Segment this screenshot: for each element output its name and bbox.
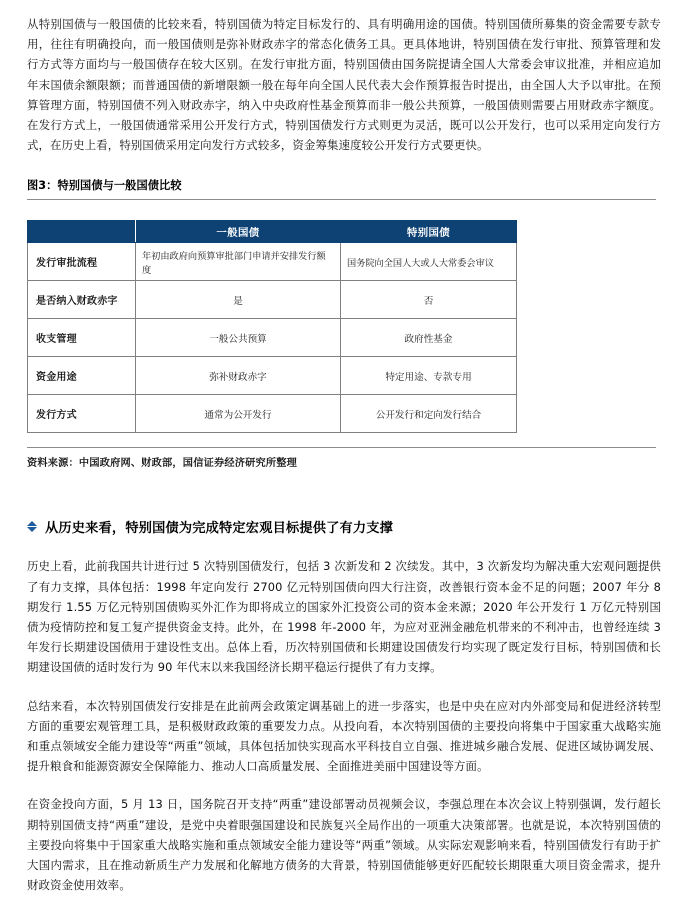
table-row	[28, 243, 517, 281]
figure-caption: 图3：特别国债与一般国债比较	[27, 179, 182, 193]
table-header-corner	[28, 221, 136, 243]
row-label: 收支管理	[28, 319, 136, 357]
row-value-general: 弥补财政赤字	[136, 357, 341, 395]
row-value-general: 一般公共预算	[136, 319, 341, 357]
section-title: 从历史来看，特别国债为完成特定宏观目标提供了有力支撑	[45, 521, 394, 537]
row-label: 发行方式	[28, 395, 136, 433]
intro-paragraph: 从特别国债与一般国债的比较来看，特别国债为特定目标发行的、具有明确用途的国债。特别国债所募集的资金需要专款专用，往往有明确投向，而一般国债则是弥补财政赤字的常态化债务工具。更具体地讲，特别国债在发行审批、预算管理和发行方式等方面均与一般国债存在较大区别。在发行审批方面，特别国债由国务院提请全国人大常委会审议批准，并相应追加年末国债余额限额；而普通国债的新增限额一般在每年向全国人民代表大会作预算报告时提出，由全国人大予以审批。在预算管理方面，特别国债不列入财政赤字，纳入中央政府性基金预算而非一般公共预算，一般国债则需要占用财政赤字额度。在发行方式上，一般国债通常采用公开发行方式，特别国债发行方式则更为灵活，既可以公开发行，也可以采用定向发行方式，在历史上看，特别国债采用定向发行方式较多，资金筹集速度较公开发行方式要更快。	[27, 17, 661, 153]
row-value-special: 特定用途、专款专用	[341, 357, 517, 395]
row-label: 资金用途	[28, 357, 136, 395]
row-value-general: 通常为公开发行	[136, 395, 341, 433]
table-row	[28, 319, 517, 357]
source-divider	[27, 447, 656, 448]
caption-divider	[27, 199, 656, 200]
diamond-bullet-icon	[27, 516, 37, 526]
row-value-general: 是	[136, 281, 341, 319]
section-heading	[27, 517, 661, 536]
table-row	[28, 357, 517, 395]
row-label: 是否纳入财政赤字	[28, 281, 136, 319]
figure-source: 资料来源：中国政府网、财政部，国信证券经济研究所整理	[27, 458, 298, 470]
row-value-special: 公开发行和定向发行结合	[341, 395, 517, 433]
row-value-special: 政府性基金	[341, 319, 517, 357]
section-paragraph-3: 在资金投向方面，5 月 13 日，国务院召开支持“两重”建设部署动员视频会议，李强总理在本次会议上特别强调，发行超长期特别国债支持“两重”建设，是党中央着眼强国建设和民族复兴全局作出的一项重大决策部署。也就是说，本次特别国债的主要投向将集中于国家重大战略实施和重点领域安全能力建设等“两重”领域。从实际宏观影响来看，特别国债发行有助于扩大国内需求，且在推动新质生产力发展和化解地方债务的大背景，特别国债能够更好匹配较长期限重大项目资金需求，提升财政资金使用效率。	[27, 797, 661, 893]
comparison-table	[27, 220, 517, 433]
section-paragraph-1: 历史上看，此前我国共计进行过 5 次特别国债发行，包括 3 次新发和 2 次续发。其中，3 次新发均为解决重大宏观问题提供了有力支撑，具体包括：1998 年定向发行 2700 亿元特别国债向四大行注资，改善银行资本金不足的问题；2007 年分 8 期发行 1.55 万亿元特别国债购买外汇作为即将成立的国家外汇投资公司的资本金来源；2020 年公开发行 1 万亿元特别国债为疫情防控和复工复产提供资金支持。此外，在 1998 年-2000 年，为应对亚洲金融危机带来的不利冲击，也曾经连续 3 年发行长期建设国债用于建设性支出。总体上看，历次特别国债和长期建设国债发行均实现了既定发行目标，特别国债和长期建设国债的适时发行为 90 年代末以来我国经济长期平稳运行提供了有力支撑。	[27, 559, 661, 675]
table-header-general: 一般国债	[136, 221, 341, 243]
table-header-row	[28, 221, 517, 243]
row-label: 发行审批流程	[28, 243, 136, 281]
row-value-special: 国务院向全国人大或人大常委会审议	[341, 243, 517, 281]
table-header-special: 特别国债	[341, 221, 517, 243]
table-row	[28, 281, 517, 319]
row-value-general: 年初由政府向预算审批部门申请并安排发行额度	[136, 243, 341, 281]
table-row	[28, 395, 517, 433]
row-value-special: 否	[341, 281, 517, 319]
section-paragraph-2: 总结来看，本次特别国债发行安排是在此前两会政策定调基础上的进一步落实，也是中央在应对内外部变局和促进经济转型方面的重要宏观管理工具，是积极财政政策的重要发力点。从投向看，本次特别国债的主要投向将集中于国家重大战略实施和重点领域安全能力建设等“两重”领域，具体包括加快实现高水平科技自立自强、推进城乡融合发展、促进区域协调发展、提升粮食和能源资源安全保障能力、推动人口高质量发展、全面推进美丽中国建设等方面。	[27, 698, 661, 774]
